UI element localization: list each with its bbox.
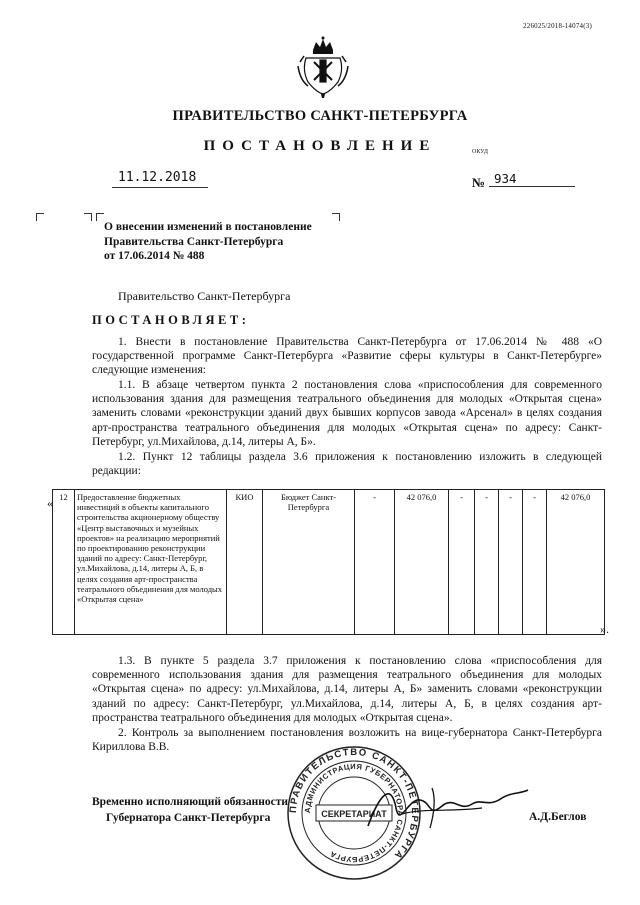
government-name: ПРАВИТЕЛЬСТВО САНКТ-ПЕТЕРБУРГА xyxy=(172,108,468,124)
document-registration-number: 226025/2018-14074(3) xyxy=(523,22,592,30)
table-cell-total: 42 076,0 xyxy=(547,490,605,635)
signatory-position xyxy=(92,794,288,826)
table-row xyxy=(53,490,605,635)
table-cell-value: - xyxy=(499,490,523,635)
table-cell-executor: КИО xyxy=(227,490,263,635)
number-label: № xyxy=(472,175,486,190)
paragraph-1: 1. Внести в постановление Правительства Санкт-Петербурга от 17.06.2014 № 488 «О государственной программе Санкт-Петербурга «Развитие сферы культуры в Санкт-Петербурге» следующие изменения: xyxy=(92,336,602,377)
issuing-body: Правительство Санкт-Петербурга xyxy=(118,289,291,303)
paragraph-1-2: 1.2. Пункт 12 таблицы раздела 3.6 приложения к постановлению изложить в следующей редакции: xyxy=(92,451,602,478)
program-table xyxy=(52,489,605,635)
table-cell-value: 42 076,0 xyxy=(395,490,449,635)
document-date: 11.12.2018 xyxy=(118,170,197,185)
paragraph-2: 2. Контроль за выполнением постановления возложить на вице-губернатора Санкт-Петербурга Кириллова В.В. xyxy=(92,727,602,754)
subject-corner-mark xyxy=(36,213,44,221)
number-underline xyxy=(489,186,575,187)
table-cell-value: - xyxy=(523,490,547,635)
subject-line: Правительства Санкт-Петербурга xyxy=(104,235,284,248)
position-line: Губернатора Санкт-Петербурга xyxy=(106,812,271,824)
table-cell-value: - xyxy=(449,490,475,635)
svg-text:ПРАВИТЕЛЬСТВО САНКТ-ПЕТЕРБУРГА: ПРАВИТЕЛЬСТВО САНКТ-ПЕТЕРБУРГА xyxy=(287,746,421,862)
table-cell-value: - xyxy=(475,490,499,635)
subject-corner-mark xyxy=(84,213,92,221)
subject-line: от 17.06.2014 № 488 xyxy=(104,250,205,262)
okud-label: ОКУД xyxy=(472,149,488,155)
handwritten-signature xyxy=(362,778,532,838)
table-cell-value: - xyxy=(355,490,395,635)
table-cell-description: Предоставление бюджетных инвестиций в объекты капитального строительства акционерному обществу «Центр выставочных и музейных проектов» на реализацию мероприятий по проектированию реконструкции зданий по адресу: Санкт-Петербург, ул.Михайлова, д.14, литеры А, Б, в целях создания арт-пространства театрального объединения для молодых «Открытая сцена» xyxy=(75,490,227,635)
paragraph-1-1: 1.1. В абзаце четвертом пункта 2 постановления слова «приспособления для современного использования здания для размещения театрального объединения для молодых «Открытая сцена» заменить словами «реконструкции зданий двух бывших корпусов завода «Арсенал» в целях создания арт-пространства театрального объединения для молодых «Открытая сцена» по адресу: Санкт-Петербург, ул.Михайлова, д.14, литеры А, Б». xyxy=(92,379,602,448)
coat-of-arms-emblem xyxy=(296,36,350,98)
svg-text:АДМИНИСТРАЦИЯ ГУБЕРНАТОРА САНК: АДМИНИСТРАЦИЯ ГУБЕРНАТОРА САНКТ-ПЕТЕРБУРГА xyxy=(302,761,406,865)
table-open-quote: « xyxy=(47,496,53,510)
resolves-heading: ПОСТАНОВЛЯЕТ: xyxy=(92,313,250,327)
subject-line: О внесении изменений в постановление xyxy=(104,221,312,233)
position-line: Временно исполняющий обязанности xyxy=(92,796,289,808)
date-underline xyxy=(112,187,208,188)
document-type-title: ПОСТАНОВЛЕНИЕ xyxy=(203,138,437,154)
table-close-quote: ». xyxy=(600,622,609,636)
svg-text:СЕКРЕТАРИАТ: СЕКРЕТАРИАТ xyxy=(321,809,387,819)
table-cell-number: 12 xyxy=(53,490,75,635)
table-cell-source: Бюджет Санкт-Петербурга xyxy=(263,490,355,635)
subject-corner-mark xyxy=(332,213,340,221)
subject-corner-mark xyxy=(96,213,104,221)
signatory-name: А.Д.Беглов xyxy=(529,811,587,823)
document-subject xyxy=(104,220,312,264)
document-number: 934 xyxy=(494,171,517,186)
paragraph-1-3: 1.3. В пункте 5 раздела 3.7 приложения к постановлению слова «приспособления для современного использования здания для размещения театрального объединения для молодых «Открытая сцена» по адресу: ул.Михайлова, д.14, литеры А, Б» заменить словами «реконструкции зданий по адресу: Санкт-Петербург, ул.Михайлова, д.14, литеры А, Б, в целях создания арт-пространства театрального объединения для молодых «Открытая сцена». xyxy=(92,655,602,724)
